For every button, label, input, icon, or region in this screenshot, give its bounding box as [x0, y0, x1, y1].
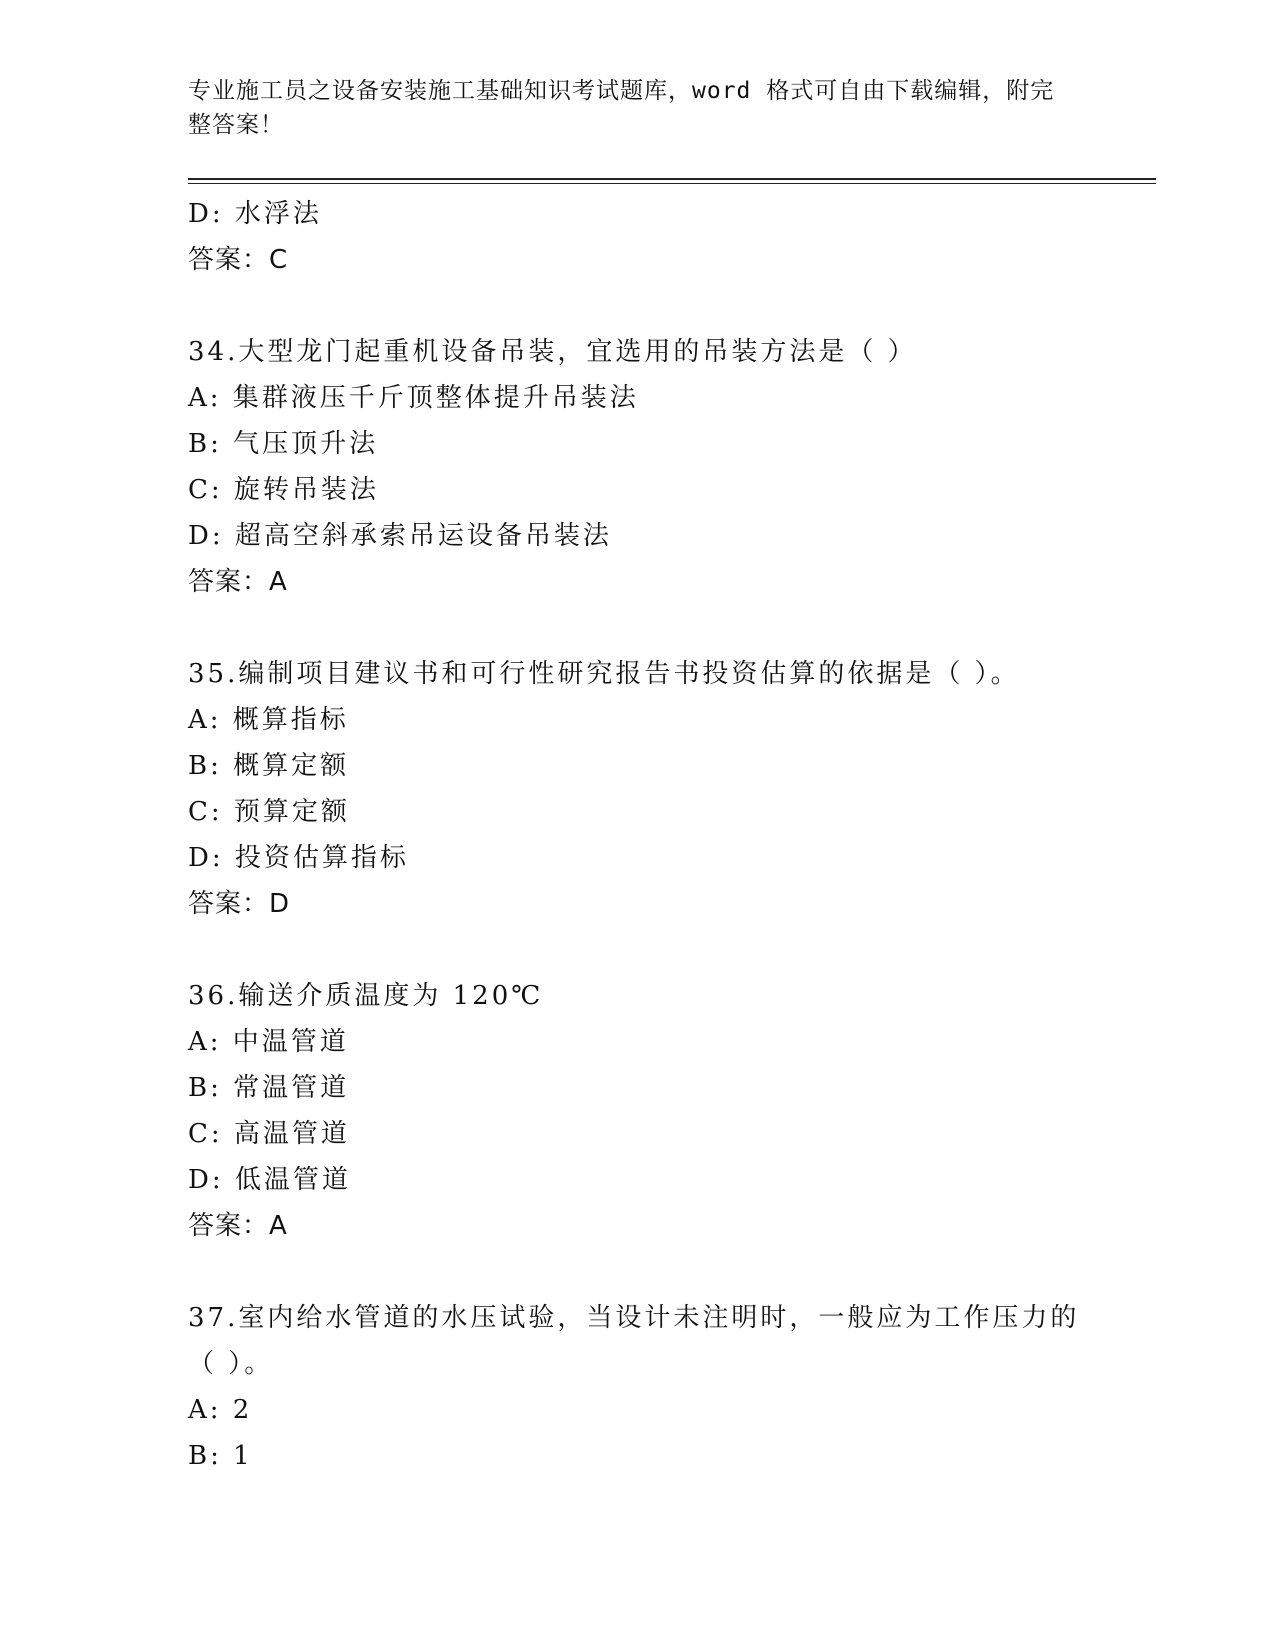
question-list	[188, 191, 1128, 1479]
question-34-option-b: B: 气压顶升法	[188, 429, 379, 459]
question-35-option-a: A: 概算指标	[188, 705, 349, 735]
question-36-option-c: C: 高温管道	[188, 1119, 350, 1149]
question-35-option-b: B: 概算定额	[188, 751, 350, 781]
question-34-option-d: D: 超高空斜承索吊运设备吊装法	[188, 521, 612, 551]
question-37-stem-line1: 37.室内给水管道的水压试验，当设计未注明时，一般应为工作压力的	[188, 1303, 1080, 1333]
question-36-stem: 36.输送介质温度为 120℃	[188, 981, 544, 1011]
question-34-stem: 34.大型龙门起重机设备吊装，宜选用的吊装方法是（ ）	[188, 337, 917, 367]
question-37-stem-line2: （ ）。	[188, 1349, 274, 1379]
spacer	[188, 283, 1128, 329]
page-header: 专业施工员之设备安装施工基础知识考试题库，word 格式可自由下载编辑，附完整答案！	[188, 78, 1055, 138]
question-36-option-b: B: 常温管道	[188, 1073, 350, 1103]
question-36-answer: 答案：A	[188, 1211, 288, 1241]
question-37-option-b: B: 1	[188, 1441, 253, 1471]
question-35-option-c: C: 预算定额	[188, 797, 350, 827]
question-35-option-d: D: 投资估算指标	[188, 843, 409, 873]
header-divider-thin	[188, 183, 1156, 184]
prev-answer: 答案：C	[188, 245, 289, 275]
question-35-stem: 35.编制项目建议书和可行性研究报告书投资估算的依据是（ ）。	[188, 659, 1020, 689]
prev-option-d: D: 水浮法	[188, 199, 322, 229]
question-34-answer: 答案：A	[188, 567, 288, 597]
spacer	[188, 927, 1128, 973]
question-34-option-a: A: 集群液压千斤顶整体提升吊装法	[188, 383, 639, 413]
question-37-option-a: A: 2	[188, 1395, 253, 1425]
header-divider-thick	[188, 178, 1156, 180]
spacer	[188, 1249, 1128, 1295]
question-36-option-a: A: 中温管道	[188, 1027, 349, 1057]
question-34-option-c: C: 旋转吊装法	[188, 475, 379, 505]
question-36-option-d: D: 低温管道	[188, 1165, 351, 1195]
spacer	[188, 605, 1128, 651]
question-35-answer: 答案：D	[188, 889, 291, 919]
